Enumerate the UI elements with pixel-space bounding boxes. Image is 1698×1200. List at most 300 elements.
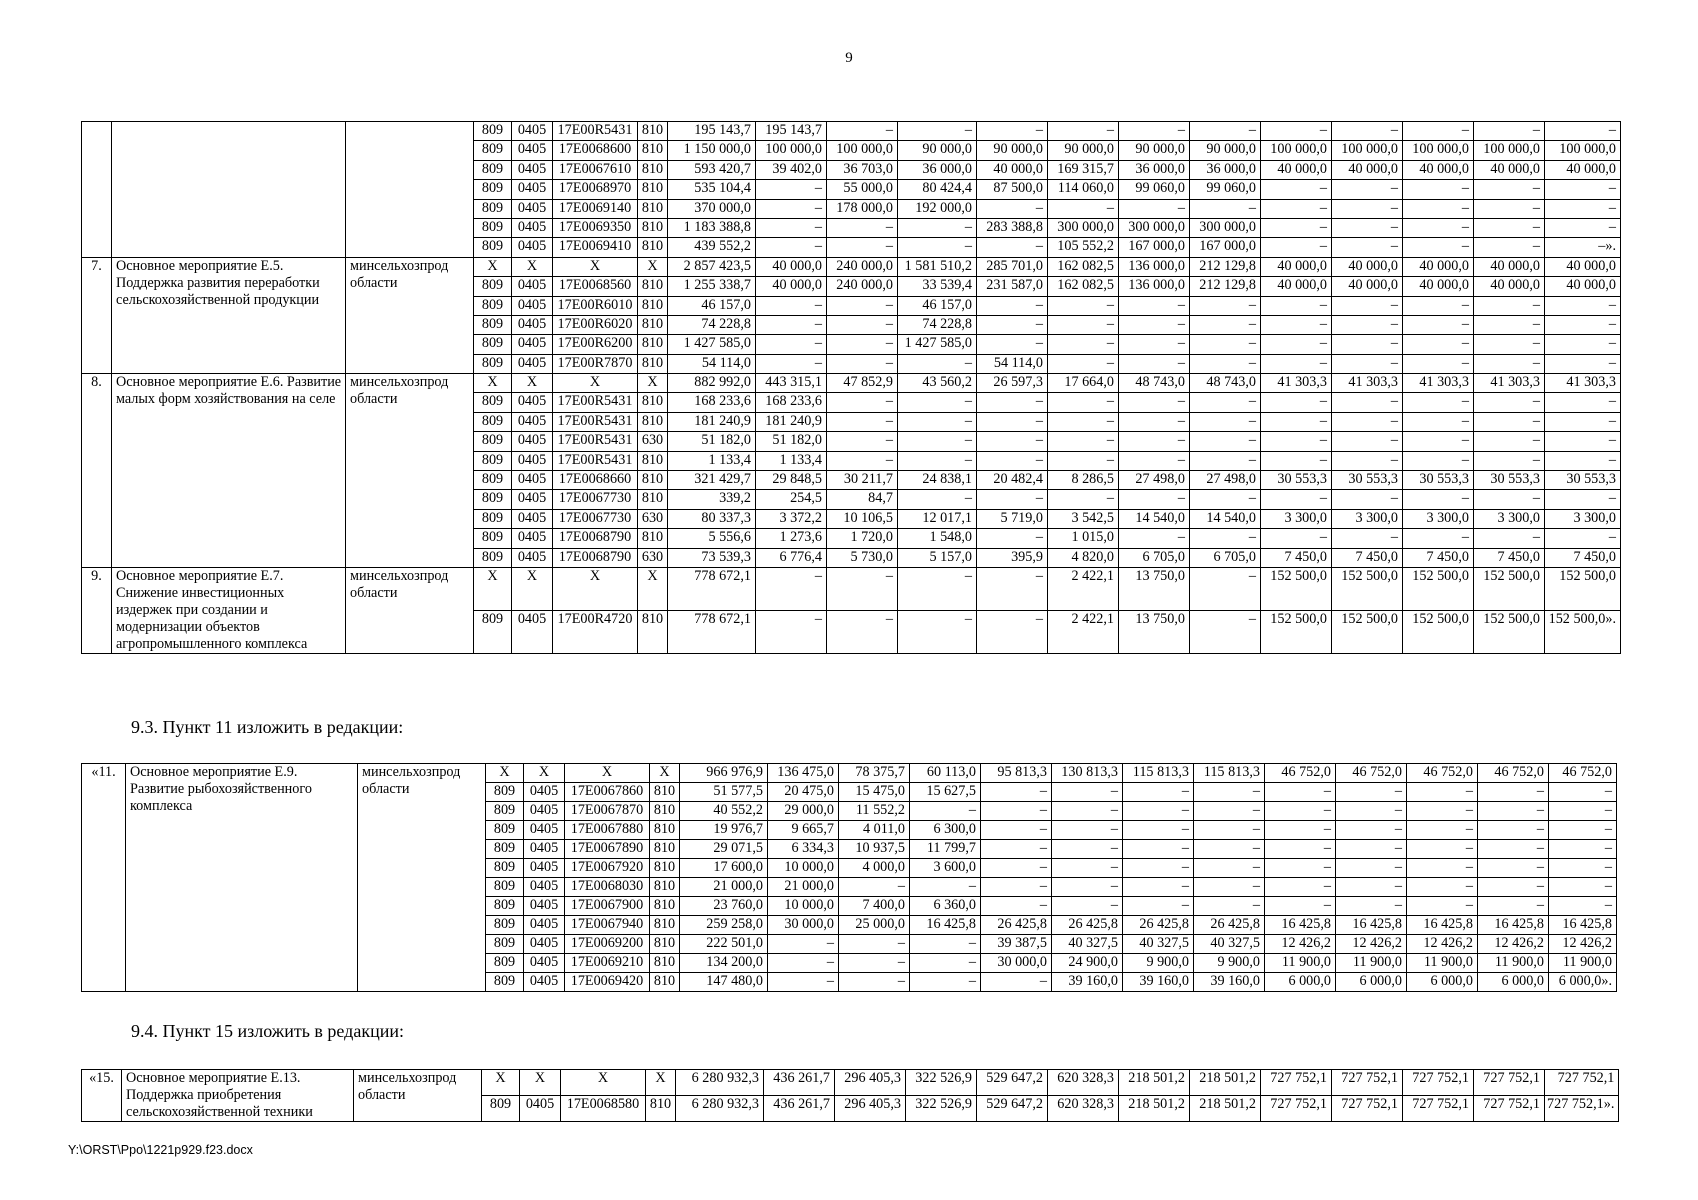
cell-amount: 16 425,8 [910, 916, 981, 935]
cell-amount: 23 760,0 [680, 897, 768, 916]
cell-amount: 192 000,0 [898, 199, 977, 218]
cell-amount: – [1123, 859, 1194, 878]
cell-amount: – [1407, 878, 1478, 897]
cell-amount: – [1403, 412, 1474, 431]
cell-amount: – [827, 412, 898, 431]
cell-amount: 436 261,7 [764, 1070, 835, 1096]
cell-amount: 90 000,0 [1048, 141, 1119, 160]
cell-target-article: 17E00R5431 [553, 432, 638, 451]
cell-target-article: 17E00R6200 [553, 335, 638, 354]
cell-amount: – [1403, 199, 1474, 218]
cell-amount: – [1190, 335, 1261, 354]
cell-amount: – [1048, 412, 1119, 431]
cell-amount: 40 327,5 [1052, 935, 1123, 954]
cell-expense-type: 810 [638, 610, 668, 653]
cell-amount: – [1119, 199, 1190, 218]
cell-section-code: 0405 [512, 490, 553, 509]
cell-amount: 51 182,0 [668, 432, 756, 451]
cell-expense-type: 810 [646, 1096, 676, 1122]
cell-amount: 16 425,8 [1549, 916, 1617, 935]
cell-amount: 727 752,1 [1474, 1070, 1545, 1096]
cell-amount: 48 743,0 [1119, 374, 1190, 393]
cell-section-code: 0405 [512, 160, 553, 179]
cell-section-code: 0405 [512, 141, 553, 160]
cell-amount: 43 560,2 [898, 374, 977, 393]
cell-amount: 114 060,0 [1048, 180, 1119, 199]
cell-expense-type: 810 [638, 529, 668, 548]
cell-amount: – [1194, 802, 1265, 821]
cell-amount: – [1052, 840, 1123, 859]
cell-amount: 195 143,7 [756, 122, 827, 141]
cell-amount: 136 000,0 [1119, 277, 1190, 296]
cell-amount: 40 000,0 [1474, 160, 1545, 179]
cell-amount: 17 600,0 [680, 859, 768, 878]
cell-amount: 1 255 338,7 [668, 277, 756, 296]
cell-section-code: X [520, 1070, 561, 1096]
cell-target-article: 17E0069210 [565, 954, 650, 973]
cell-amount: 10 937,5 [839, 840, 910, 859]
cell-amount: 20 482,4 [977, 471, 1048, 490]
cell-amount: 100 000,0 [1403, 141, 1474, 160]
cell-target-article: 17E00R5431 [553, 393, 638, 412]
cell-amount: – [1119, 335, 1190, 354]
cell-target-article: 17E0068790 [553, 548, 638, 567]
cell-amount: 24 838,1 [898, 471, 977, 490]
caption-item-15: 9.4. Пункт 15 изложить в редакции: [131, 1021, 404, 1041]
cell-admin-code: 809 [474, 160, 512, 179]
cell-amount: 14 540,0 [1119, 509, 1190, 528]
cell-amount: – [1261, 180, 1332, 199]
cell-amount: 3 300,0 [1545, 509, 1621, 528]
cell-admin-code: 809 [486, 783, 524, 802]
cell-amount: – [1336, 878, 1407, 897]
cell-amount: 27 498,0 [1190, 471, 1261, 490]
cell-expense-type: 810 [638, 238, 668, 257]
cell-amount: 40 000,0 [1545, 277, 1621, 296]
cell-amount: – [981, 783, 1052, 802]
cell-amount: 134 200,0 [680, 954, 768, 973]
cell-amount: – [1474, 335, 1545, 354]
cell-amount: – [1332, 199, 1403, 218]
cell-amount: – [977, 122, 1048, 141]
cell-amount: 727 752,1 [1332, 1070, 1403, 1096]
cell-amount: – [1545, 180, 1621, 199]
cell-admin-code: 809 [474, 335, 512, 354]
cell-amount: – [839, 973, 910, 992]
cell-amount: 51 577,5 [680, 783, 768, 802]
cell-target-article: 17E0067730 [553, 509, 638, 528]
cell-amount: 240 000,0 [827, 257, 898, 276]
cell-amount: – [1336, 783, 1407, 802]
cell-target-article: 17E0067860 [565, 783, 650, 802]
cell-amount: 5 719,0 [977, 509, 1048, 528]
cell-amount: – [1119, 296, 1190, 315]
cell-section-code: 0405 [512, 218, 553, 237]
cell-section-code: 0405 [512, 335, 553, 354]
cell-amount: – [910, 973, 981, 992]
cell-admin-code: 809 [486, 897, 524, 916]
cell-expense-type: 810 [638, 451, 668, 470]
cell-target-article: 17E0069350 [553, 218, 638, 237]
cell-expense-type: 810 [638, 354, 668, 373]
cell-amount: – [1052, 821, 1123, 840]
cell-section-code: 0405 [512, 315, 553, 334]
cell-amount: – [981, 878, 1052, 897]
cell-expense-type: 810 [650, 954, 680, 973]
cell-target-article: 17E00R4720 [553, 610, 638, 653]
cell-amount: 7 450,0 [1474, 548, 1545, 567]
cell-amount: – [1261, 238, 1332, 257]
cell-amount: 40 000,0 [1545, 257, 1621, 276]
cell-amount: – [827, 354, 898, 373]
cell-amount: – [977, 238, 1048, 257]
cell-amount: – [910, 954, 981, 973]
cell-amount: – [977, 315, 1048, 334]
cell-activity-name: Основное мероприятие Е.6. Развитие малых форм хозяйствования на селе [112, 374, 346, 568]
cell-amount: 40 000,0 [1332, 257, 1403, 276]
cell-admin-code: 809 [486, 916, 524, 935]
cell-amount: 7 400,0 [839, 897, 910, 916]
cell-amount: 285 701,0 [977, 257, 1048, 276]
cell-section-code: 0405 [512, 610, 553, 653]
cell-admin-code: X [474, 257, 512, 276]
cell-admin-code: 809 [486, 973, 524, 992]
cell-amount: 100 000,0 [756, 141, 827, 160]
cell-amount: – [827, 610, 898, 653]
cell-amount: 39 387,5 [981, 935, 1052, 954]
cell-amount: 73 539,3 [668, 548, 756, 567]
cell-amount: – [1545, 335, 1621, 354]
cell-amount: 46 752,0 [1478, 764, 1549, 783]
cell-amount: 40 000,0 [756, 257, 827, 276]
cell-amount: – [1265, 802, 1336, 821]
cell-amount: 12 426,2 [1265, 935, 1336, 954]
cell-target-article: 17E0067870 [565, 802, 650, 821]
cell-amount: – [1407, 897, 1478, 916]
cell-admin-code: 809 [474, 451, 512, 470]
cell-activity-name: Основное мероприятие Е.5. Поддержка развития переработки сельскохозяйственной продукции [112, 257, 346, 373]
cell-amount: 29 071,5 [680, 840, 768, 859]
cell-target-article: X [553, 374, 638, 393]
cell-amount: – [1478, 840, 1549, 859]
cell-expense-type: 810 [638, 471, 668, 490]
cell-amount: – [1545, 218, 1621, 237]
cell-amount: – [1048, 393, 1119, 412]
cell-expense-type: 810 [650, 783, 680, 802]
cell-amount: 212 129,8 [1190, 257, 1261, 276]
cell-amount: 74 228,8 [668, 315, 756, 334]
cell-amount: – [1261, 432, 1332, 451]
cell-amount: 4 011,0 [839, 821, 910, 840]
cell-amount: – [1474, 315, 1545, 334]
cell-amount: – [898, 122, 977, 141]
cell-amount: – [910, 935, 981, 954]
cell-amount: – [827, 432, 898, 451]
cell-amount: 1 133,4 [756, 451, 827, 470]
cell-target-article: 17E0068660 [553, 471, 638, 490]
cell-amount: 9 665,7 [768, 821, 839, 840]
cell-amount: – [756, 218, 827, 237]
cell-amount: – [827, 451, 898, 470]
cell-amount: 195 143,7 [668, 122, 756, 141]
cell-amount: 46 752,0 [1336, 764, 1407, 783]
cell-amount: – [1336, 897, 1407, 916]
cell-expense-type: X [646, 1070, 676, 1096]
cell-amount: 147 480,0 [680, 973, 768, 992]
cell-section-code: 0405 [512, 296, 553, 315]
cell-admin-code: 809 [474, 218, 512, 237]
cell-section-code: 0405 [512, 393, 553, 412]
cell-amount: – [1052, 859, 1123, 878]
cell-amount: 27 498,0 [1119, 471, 1190, 490]
cell-amount: 322 526,9 [906, 1096, 977, 1122]
cell-section-code: 0405 [524, 821, 565, 840]
cell-amount: – [756, 238, 827, 257]
cell-amount: 322 526,9 [906, 1070, 977, 1096]
cell-amount: 218 501,2 [1190, 1070, 1261, 1096]
cell-amount: 30 000,0 [981, 954, 1052, 973]
cell-amount: – [1190, 432, 1261, 451]
cell-amount: – [1119, 354, 1190, 373]
cell-executor: минсельхозпрод области [346, 567, 474, 653]
cell-amount: 40 000,0 [1261, 277, 1332, 296]
cell-amount: 727 752,1 [1474, 1096, 1545, 1122]
cell-amount: 100 000,0 [1545, 141, 1621, 160]
cell-amount: 78 375,7 [839, 764, 910, 783]
cell-target-article: 17E0067900 [565, 897, 650, 916]
cell-amount: 100 000,0 [1261, 141, 1332, 160]
cell-activity-name: Основное мероприятие Е.7. Снижение инвестиционных издержек при создании и модернизации объектов агропромышленного комплекса [112, 567, 346, 653]
cell-amount: 26 425,8 [1194, 916, 1265, 935]
cell-amount: – [1407, 821, 1478, 840]
cell-amount: 20 475,0 [768, 783, 839, 802]
cell-target-article: 17E0069200 [565, 935, 650, 954]
cell-expense-type: 810 [650, 916, 680, 935]
cell-amount: 778 672,1 [668, 610, 756, 653]
cell-amount: 6 000,0 [1407, 973, 1478, 992]
cell-target-article: 17E00R6020 [553, 315, 638, 334]
cell-amount: – [1332, 354, 1403, 373]
cell-amount: 231 587,0 [977, 277, 1048, 296]
table-row [82, 764, 1617, 783]
table-row [82, 374, 1621, 393]
cell-amount: – [1403, 490, 1474, 509]
cell-amount: – [1048, 122, 1119, 141]
cell-amount: – [1474, 393, 1545, 412]
cell-section-code: 0405 [524, 878, 565, 897]
cell-amount: 40 327,5 [1194, 935, 1265, 954]
cell-amount: 40 000,0 [1261, 160, 1332, 179]
cell-amount: – [827, 296, 898, 315]
cell-amount: 9 900,0 [1123, 954, 1194, 973]
cell-amount: – [1194, 783, 1265, 802]
cell-amount: 12 426,2 [1549, 935, 1617, 954]
cell-amount: 100 000,0 [1332, 141, 1403, 160]
cell-amount: 30 211,7 [827, 471, 898, 490]
cell-amount: – [1332, 451, 1403, 470]
cell-activity-name [112, 122, 346, 258]
cell-amount: – [827, 238, 898, 257]
cell-admin-code: 809 [474, 122, 512, 141]
cell-amount: – [1119, 490, 1190, 509]
cell-amount: 6 360,0 [910, 897, 981, 916]
cell-amount: 51 182,0 [756, 432, 827, 451]
cell-amount: 152 500,0 [1474, 567, 1545, 610]
cell-amount: 1 427 585,0 [898, 335, 977, 354]
cell-amount: 100 000,0 [1474, 141, 1545, 160]
cell-amount: 529 647,2 [977, 1070, 1048, 1096]
cell-amount: 593 420,7 [668, 160, 756, 179]
cell-target-article: 17E0068580 [561, 1096, 646, 1122]
cell-activity-name: Основное мероприятие Е.13. Поддержка приобретения сельскохозяйственной техники [122, 1070, 354, 1122]
cell-target-article: 17E0067940 [565, 916, 650, 935]
cell-amount: – [1261, 354, 1332, 373]
cell-section-code: 0405 [524, 783, 565, 802]
cell-amount: 1 183 388,8 [668, 218, 756, 237]
cell-expense-type: 810 [638, 335, 668, 354]
cell-amount: 181 240,9 [668, 412, 756, 431]
cell-amount: 727 752,1 [1332, 1096, 1403, 1122]
cell-amount: 6 000,0 [1478, 973, 1549, 992]
cell-amount: – [1478, 878, 1549, 897]
cell-amount: 178 000,0 [827, 199, 898, 218]
cell-amount: – [1478, 821, 1549, 840]
cell-amount: – [1336, 821, 1407, 840]
cell-expense-type: 810 [638, 180, 668, 199]
cell-amount: – [1549, 878, 1617, 897]
cell-amount: 10 000,0 [768, 897, 839, 916]
cell-amount: – [981, 840, 1052, 859]
cell-amount: 2 422,1 [1048, 610, 1119, 653]
cell-amount: 41 303,3 [1261, 374, 1332, 393]
cell-admin-code: 809 [474, 141, 512, 160]
cell-amount: – [1403, 335, 1474, 354]
cell-expense-type: 810 [638, 393, 668, 412]
cell-amount: 40 000,0 [1474, 257, 1545, 276]
cell-amount: – [977, 335, 1048, 354]
cell-amount: 620 328,3 [1048, 1070, 1119, 1096]
cell-amount: 84,7 [827, 490, 898, 509]
cell-amount: 300 000,0 [1119, 218, 1190, 237]
cell-section-code: 0405 [512, 509, 553, 528]
cell-amount: 240 000,0 [827, 277, 898, 296]
cell-amount: 90 000,0 [977, 141, 1048, 160]
cell-amount: 296 405,3 [835, 1070, 906, 1096]
cell-amount: 36 000,0 [1190, 160, 1261, 179]
cell-amount: 3 300,0 [1474, 509, 1545, 528]
cell-executor: минсельхозпрод области [346, 257, 474, 373]
cell-item-number: «15. [82, 1070, 122, 1122]
cell-amount: – [1119, 432, 1190, 451]
cell-amount: 212 129,8 [1190, 277, 1261, 296]
cell-item-number: 8. [82, 374, 112, 568]
cell-amount: – [1119, 122, 1190, 141]
cell-amount: 152 500,0 [1403, 610, 1474, 653]
cell-amount: – [1549, 859, 1617, 878]
cell-amount: 136 000,0 [1119, 257, 1190, 276]
cell-amount: – [1265, 897, 1336, 916]
cell-amount: – [898, 218, 977, 237]
cell-amount: 13 750,0 [1119, 610, 1190, 653]
cell-target-article: 17E0068790 [553, 529, 638, 548]
cell-amount: 16 425,8 [1478, 916, 1549, 935]
cell-section-code: 0405 [512, 451, 553, 470]
cell-amount: 41 303,3 [1403, 374, 1474, 393]
cell-amount: – [1261, 315, 1332, 334]
cell-amount: – [1048, 451, 1119, 470]
cell-amount: – [1478, 897, 1549, 916]
cell-amount: 80 337,3 [668, 509, 756, 528]
cell-amount: – [1123, 878, 1194, 897]
cell-amount: – [977, 451, 1048, 470]
cell-expense-type: 810 [650, 973, 680, 992]
cell-section-code: X [512, 374, 553, 393]
cell-amount: 152 500,0 [1403, 567, 1474, 610]
cell-amount: – [1190, 567, 1261, 610]
cell-amount: 152 500,0 [1332, 567, 1403, 610]
cell-admin-code: 809 [474, 509, 512, 528]
cell-expense-type: 810 [638, 277, 668, 296]
cell-amount: 48 743,0 [1190, 374, 1261, 393]
cell-amount: – [1474, 490, 1545, 509]
cell-amount: – [756, 567, 827, 610]
cell-amount: – [898, 567, 977, 610]
cell-amount: – [756, 610, 827, 653]
cell-amount: 12 426,2 [1336, 935, 1407, 954]
cell-amount: 115 813,3 [1123, 764, 1194, 783]
cell-amount: 39 402,0 [756, 160, 827, 179]
cell-amount: 13 750,0 [1119, 567, 1190, 610]
cell-amount: – [1265, 878, 1336, 897]
cell-admin-code: 809 [474, 180, 512, 199]
cell-amount: – [1194, 840, 1265, 859]
cell-amount: 24 900,0 [1052, 954, 1123, 973]
cell-amount: 30 553,3 [1261, 471, 1332, 490]
cell-amount: 370 000,0 [668, 199, 756, 218]
cell-amount: 167 000,0 [1190, 238, 1261, 257]
cell-amount: – [1474, 451, 1545, 470]
cell-amount: 12 017,1 [898, 509, 977, 528]
cell-section-code: 0405 [524, 802, 565, 821]
cell-amount: 29 848,5 [756, 471, 827, 490]
cell-amount: – [1474, 354, 1545, 373]
cell-amount: 46 157,0 [898, 296, 977, 315]
cell-amount: 14 540,0 [1190, 509, 1261, 528]
cell-amount: 41 303,3 [1474, 374, 1545, 393]
cell-amount: – [1261, 199, 1332, 218]
cell-amount: 39 160,0 [1123, 973, 1194, 992]
cell-amount: 2 422,1 [1048, 567, 1119, 610]
cell-target-article: 17E0067610 [553, 160, 638, 179]
cell-admin-code: 809 [486, 935, 524, 954]
cell-section-code: 0405 [512, 238, 553, 257]
cell-amount: 26 425,8 [1052, 916, 1123, 935]
cell-expense-type: 630 [638, 432, 668, 451]
cell-amount: 12 426,2 [1478, 935, 1549, 954]
cell-target-article: 17E0068560 [553, 277, 638, 296]
cell-amount: – [981, 859, 1052, 878]
cell-amount: – [977, 432, 1048, 451]
cell-amount: – [1261, 335, 1332, 354]
cell-admin-code: 809 [474, 432, 512, 451]
cell-amount: – [1261, 490, 1332, 509]
cell-amount: 36 703,0 [827, 160, 898, 179]
cell-admin-code: 809 [486, 821, 524, 840]
cell-expense-type: X [638, 257, 668, 276]
cell-admin-code: 809 [474, 354, 512, 373]
cell-amount: 39 160,0 [1194, 973, 1265, 992]
cell-amount: 727 752,1 [1261, 1070, 1332, 1096]
